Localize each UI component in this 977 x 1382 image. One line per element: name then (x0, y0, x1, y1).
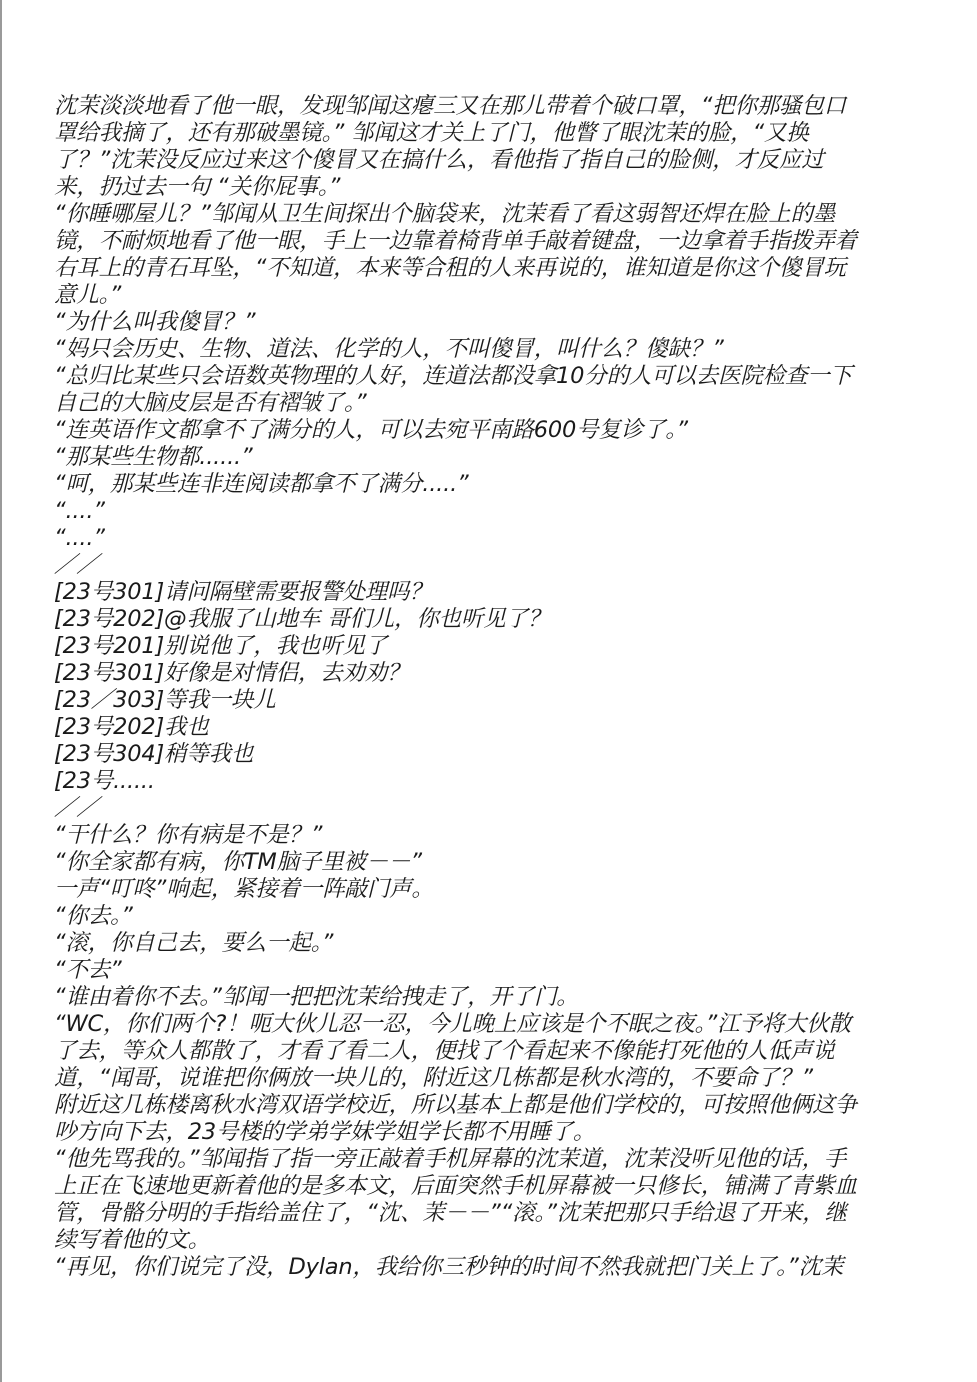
chat-message: [23号301]好像是对情侣，去劝劝？ (54, 660, 410, 686)
text-line: 一声“叮咚”响起，紧接着一阵敲门声。 (54, 876, 434, 902)
section-divider: ／／ (54, 795, 99, 821)
text-line: “谁由着你不去。”邹闻一把把沈茉给拽走了，开了门。 (54, 984, 579, 1010)
text-line: “他先骂我的。”邹闻指了指一旁正敲着手机屏幕的沈茉道，沈茉没听见他的话，手 (54, 1146, 847, 1172)
text-line: “那某些生物都......” (54, 444, 253, 470)
text-line: 罩给我摘了，还有那破墨镜。” 邹闻这才关上了门，他瞥了眼沈茉的脸，“又换 (54, 120, 809, 146)
text-line: “....” (54, 498, 105, 524)
text-line: “呵，那某些连非连阅读都拿不了满分.....” (54, 471, 469, 497)
text-line: “总归比某些只会语数英物理的人好，连道法都没拿10分的人可以去医院检查一下 (54, 363, 852, 389)
text-line: “为什么叫我傻冒？” (54, 309, 256, 335)
text-line: 自己的大脑皮层是否有褶皱了。” (54, 390, 367, 416)
text-line: “干什么？你有病是不是？” (54, 822, 323, 848)
text-line: “你全家都有病，你TM脑子里被－－” (54, 849, 422, 875)
text-line: 了？”沈茉没反应过来这个傻冒又在搞什么，看他指了指自己的脸侧，才反应过 (54, 147, 824, 173)
text-line: “再见，你们说完了没，Dylan，我给你三秒钟的时间不然我就把门关上了。”沈茉 (54, 1254, 844, 1280)
chat-message: [23号202]我也 (54, 714, 209, 740)
text-line: “你去。” (54, 903, 133, 929)
text-line: 附近这几栋楼离秋水湾双语学校近，所以基本上都是他们学校的，可按照他俩这争 (54, 1092, 857, 1118)
chat-message: [23／303]等我一块儿 (54, 687, 276, 713)
text-line: 吵方向下去，23号楼的学弟学妹学姐学长都不用睡了。 (54, 1119, 596, 1145)
section-divider: ／／ (54, 552, 99, 578)
page-edge (0, 0, 2, 1382)
text-line: 续写着他的文。 (54, 1227, 211, 1253)
text-line: 意儿。” (54, 282, 122, 308)
text-line: “WC，你们两个?！呃大伙儿忍一忍，今儿晚上应该是个不眠之夜。”江予将大伙散 (54, 1011, 851, 1037)
text-line: 镜，不耐烦地看了他一眼，手上一边靠着椅背单手敲着键盘，一边拿着手指拨弄着 (54, 228, 857, 254)
text-line: 上正在飞速地更新着他的是多本文，后面突然手机屏幕被一只修长，铺满了青紫血 (54, 1173, 857, 1199)
chat-message: [23号...... (54, 768, 155, 794)
chat-message: [23号304]稍等我也 (54, 741, 254, 767)
text-line: “你睡哪屋儿？”邹闻从卫生间探出个脑袋来，沈茉看了看这弱智还焊在脸上的墨 (54, 201, 836, 227)
text-line: 沈茉淡淡地看了他一眼，发现邹闻这瘪三又在那儿带着个破口罩，“把你那骚包口 (54, 93, 846, 119)
chat-message: [23号202]@我服了山地车 哥们儿，你也听见了？ (54, 606, 551, 632)
text-line: 道，“闻哥，说谁把你俩放一块儿的，附近这几栋都是秋水湾的，不要命了？” (54, 1065, 813, 1091)
text-line: 来，扔过去一句 “关你屁事。” (54, 174, 341, 200)
chat-message: [23号201]别说他了，我也听见了 (54, 633, 388, 659)
chat-message: [23号301]请问隔壁需要报警处理吗？ (54, 579, 432, 605)
text-line: “滚，你自己去，要么一起。” (54, 930, 334, 956)
text-line: “连英语作文都拿不了满分的人，可以去宛平南路600号复诊了。” (54, 417, 688, 443)
text-line: 管，骨骼分明的手指给盖住了，“沈、茉－－”“滚。”沈茉把那只手给退了开来，继 (54, 1200, 847, 1226)
text-line: “....” (54, 525, 105, 551)
text-line: 了去，等众人都散了，才看了看二人，便找了个看起来不像能打死他的人低声说 (54, 1038, 835, 1064)
text-line: 右耳上的青石耳坠，“不知道，本来等合租的人来再说的，谁知道是你这个傻冒玩 (54, 255, 846, 281)
document-page (54, 93, 954, 1281)
text-line: “不去” (54, 957, 122, 983)
text-line: “妈只会历史、生物、道法、化学的人，不叫傻冒，叫什么？傻缺？” (54, 336, 724, 362)
